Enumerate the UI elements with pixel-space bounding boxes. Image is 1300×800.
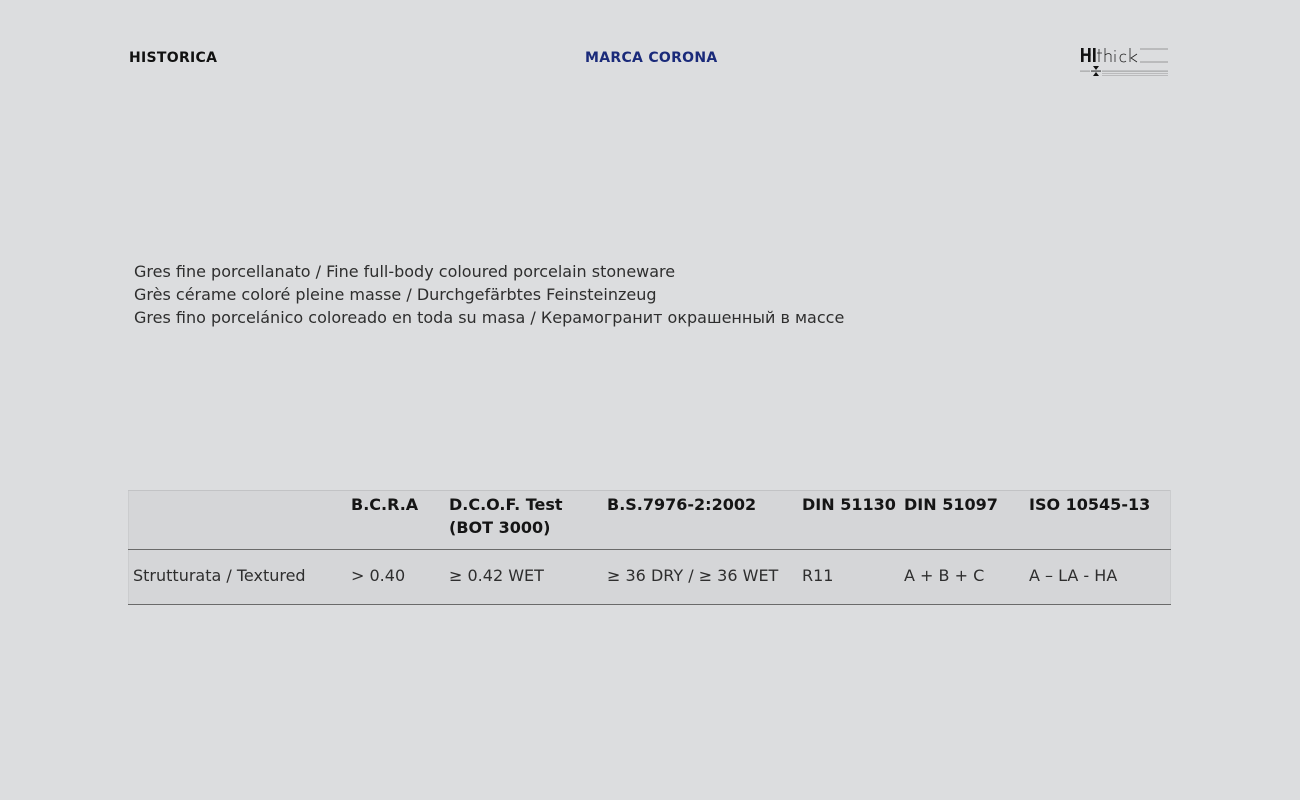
hithick-logo — [1080, 46, 1170, 82]
cell-bs7976: ≥ 36 DRY / ≥ 36 WET — [603, 550, 798, 605]
collection-name: MARCA CORONA — [585, 50, 718, 66]
description-line-it-en: Gres fine porcellanato / Fine full-body coloured porcelain stoneware — [134, 262, 676, 281]
header-din51097: DIN 51097 — [900, 491, 1025, 550]
description-line-fr-de: Grès cérame coloré pleine masse / Durchgefärbtes Feinsteinzeug — [134, 285, 657, 304]
cell-iso10545: A – LA - HA — [1025, 550, 1171, 605]
product-description — [134, 260, 844, 329]
header-dcof-line1: D.C.O.F. Test — [449, 495, 563, 514]
cell-dcof: ≥ 0.42 WET — [445, 550, 603, 605]
table-row — [129, 550, 1171, 605]
header-dcof — [445, 491, 603, 550]
header-bcra: B.C.R.A — [347, 491, 445, 550]
header-cell-empty — [129, 491, 348, 550]
cell-bcra: > 0.40 — [347, 550, 445, 605]
header-dcof-line2: (BOT 3000) — [449, 518, 551, 537]
header-bs7976: B.S.7976-2:2002 — [603, 491, 798, 550]
cell-finish: Strutturata / Textured — [129, 550, 348, 605]
slip-resistance-table — [128, 490, 1171, 605]
table-header-row — [129, 491, 1171, 550]
cell-din51097: A + B + C — [900, 550, 1025, 605]
brand-name: HISTORICA — [129, 50, 218, 66]
description-line-es-ru: Gres fino porcelánico coloreado en toda su masa / Керамогранит окрашенный в массе — [134, 308, 845, 327]
header-din51130: DIN 51130 — [798, 491, 900, 550]
header-iso10545: ISO 10545-13 — [1025, 491, 1171, 550]
cell-din51130: R11 — [798, 550, 900, 605]
